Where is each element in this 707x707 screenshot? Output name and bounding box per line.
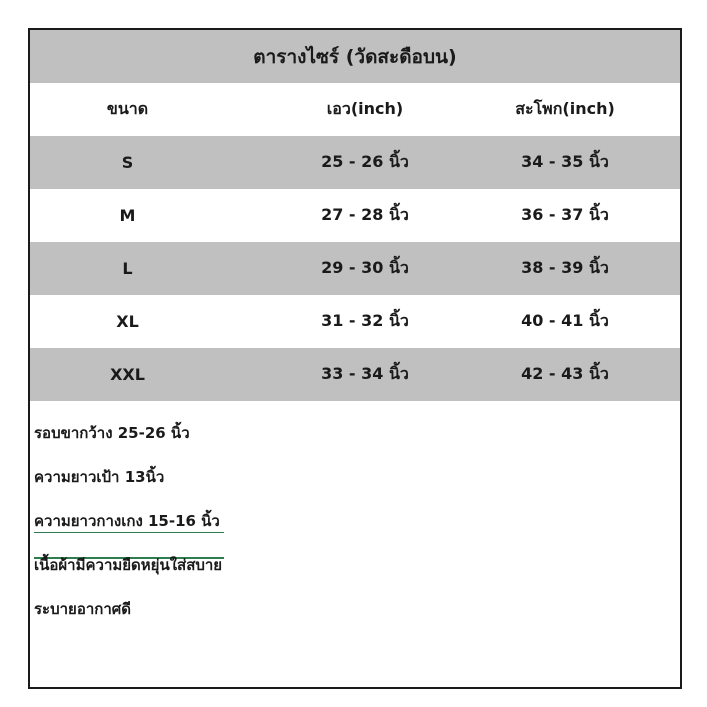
note-leg-width: รอบขากว้าง 25-26 นิ้ว — [34, 424, 190, 442]
size-cell: XL — [116, 312, 139, 331]
header-waist: เอว(inch) — [326, 99, 404, 118]
hip-cell: 38 - 39 นิ้ว — [521, 258, 609, 277]
size-cell: S — [121, 153, 134, 172]
waist-cell: 29 - 30 นิ้ว — [321, 258, 409, 277]
header-size: ขนาด — [106, 99, 149, 118]
waist-cell: 25 - 26 นิ้ว — [321, 152, 409, 171]
note-rise-length: ความยาวเป้า 13นิ้ว — [34, 468, 165, 486]
size-cell: XXL — [110, 365, 145, 384]
header-hip: สะโพก(inch) — [515, 99, 615, 118]
size-cell: M — [119, 206, 136, 225]
table-row — [30, 189, 680, 242]
note-pants-length[interactable]: ความยาวกางเกง 15-16 นิ้ว — [34, 512, 220, 530]
hip-cell: 40 - 41 นิ้ว — [521, 311, 609, 330]
table-row — [30, 242, 680, 295]
hip-cell: 34 - 35 นิ้ว — [521, 152, 609, 171]
waist-cell: 31 - 32 นิ้ว — [321, 311, 409, 330]
note-fabric-stretch: เนื้อผ้ามีความยืดหยุ่นใส่สบาย — [34, 556, 223, 574]
table-row — [30, 348, 680, 401]
waist-cell: 27 - 28 นิ้ว — [321, 205, 409, 224]
header-row — [30, 83, 680, 136]
waist-cell: 33 - 34 นิ้ว — [321, 364, 409, 383]
size-cell: L — [122, 259, 133, 278]
size-chart-table — [28, 28, 682, 689]
hip-cell: 42 - 43 นิ้ว — [521, 364, 609, 383]
table-title: ตารางไซร์ (วัดสะดือบน) — [30, 30, 680, 83]
note-breathable: ระบายอากาศดี — [34, 600, 132, 618]
hip-cell: 36 - 37 นิ้ว — [521, 205, 609, 224]
table-row — [30, 295, 680, 348]
table-row — [30, 136, 680, 189]
